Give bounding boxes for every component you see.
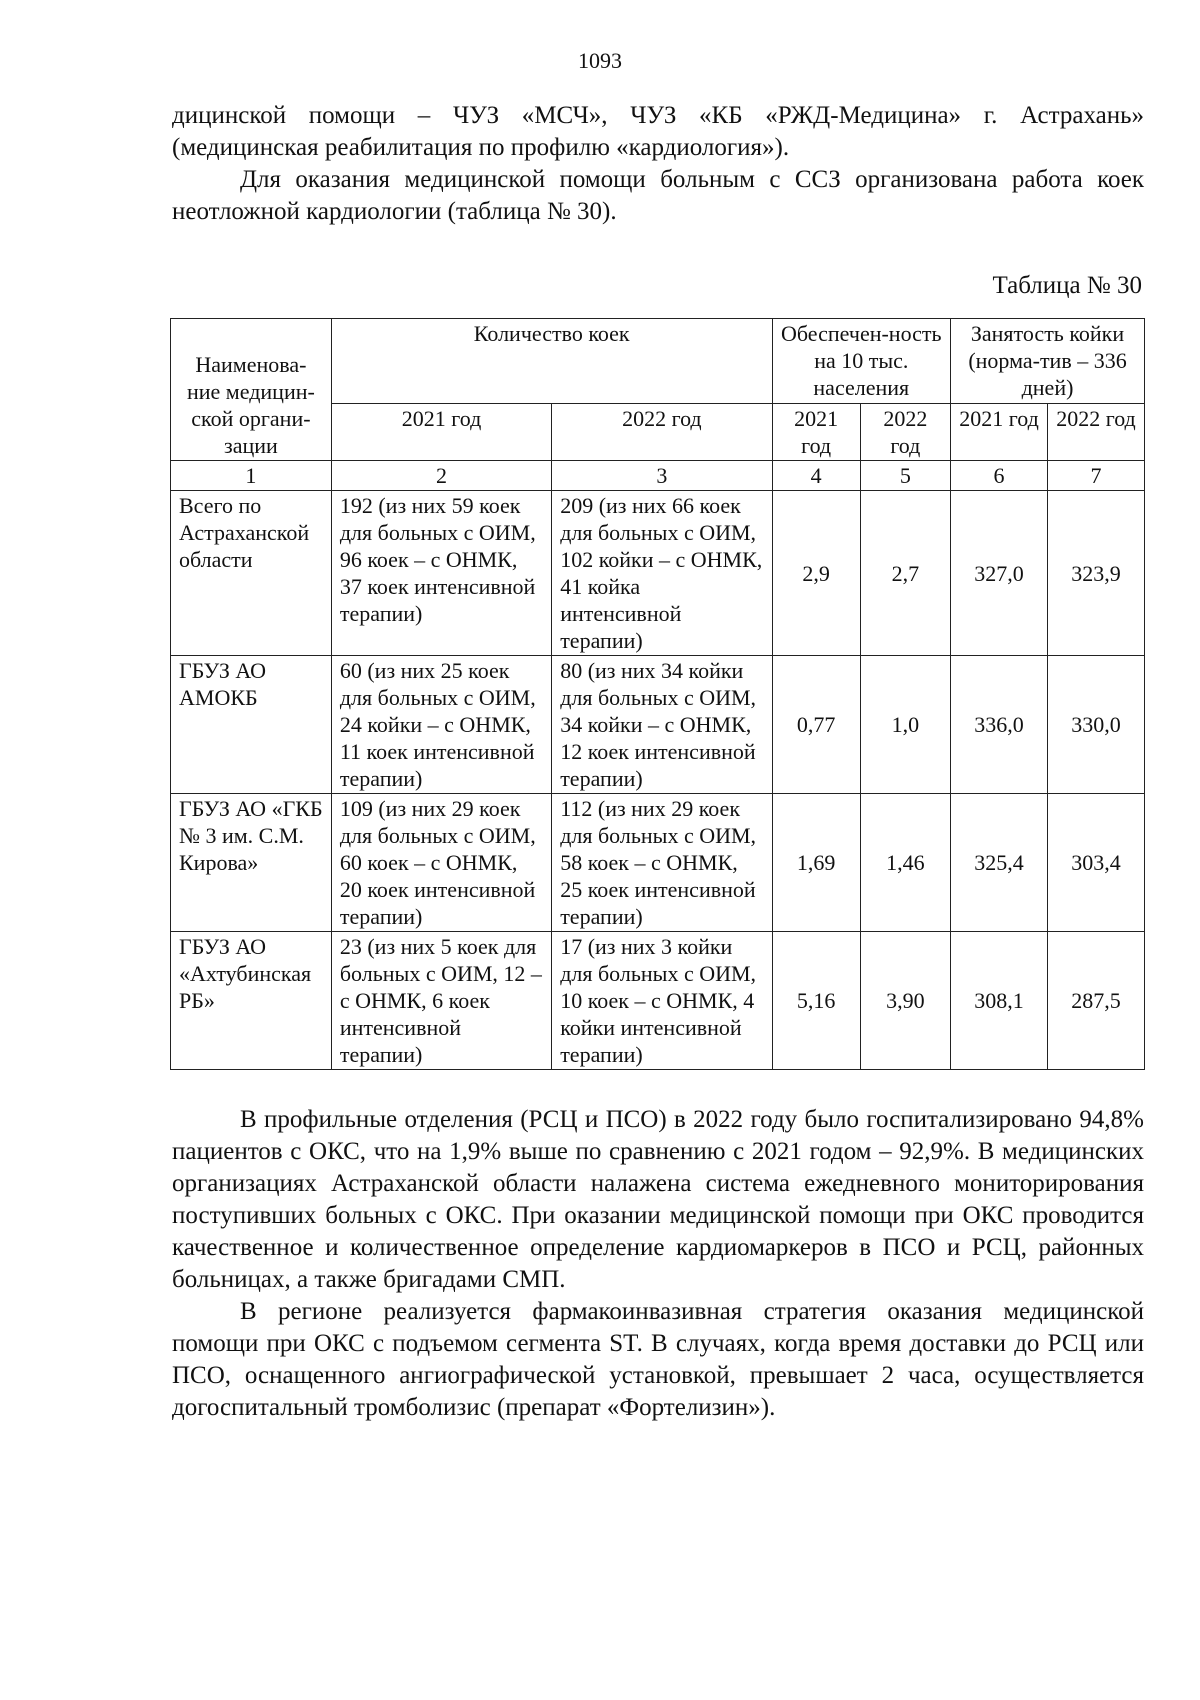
header-organization-name: Наименова-ние медицин-ской органи-зации bbox=[171, 319, 332, 461]
header-provision-2022: 2022 год bbox=[860, 403, 950, 460]
beds-2021: 109 (из них 29 коек для больных с ОИМ, 60 коек – с ОНМК, 20 коек интенсивной терапии) bbox=[331, 794, 551, 932]
occupancy-2022: 330,0 bbox=[1047, 656, 1144, 794]
column-number-row bbox=[171, 461, 1145, 491]
header-occupancy: Занятость койки (норма-тив – 336 дней) bbox=[951, 319, 1145, 404]
provision-2021: 5,16 bbox=[772, 932, 860, 1070]
provision-2022: 3,90 bbox=[860, 932, 950, 1070]
provision-2021: 2,9 bbox=[772, 491, 860, 656]
paragraph-text: В профильные отделения (РСЦ и ПСО) в 2022 году было госпитализировано 94,8% пациентов с ОКС, что на 1,9% выше по сравнению с 2021 годом – 92,9%. В медицинских организациях Астраханской области налажена система ежедневного мониторирования поступивших больных с ОКС. При оказании медицинской помощи при ОКС проводится качественное и количественное определение кардиомаркеров в ПСО и РСЦ, районных больницах, а также бригадами СМП. bbox=[172, 1106, 1144, 1293]
beds-table bbox=[170, 318, 1145, 1070]
table-row bbox=[171, 794, 1145, 932]
occupancy-2022: 287,5 bbox=[1047, 932, 1144, 1070]
organization-name: ГБУЗ АО «Ахтубинская РБ» bbox=[171, 932, 332, 1070]
provision-2021: 0,77 bbox=[772, 656, 860, 794]
column-number: 3 bbox=[552, 461, 772, 491]
column-number: 2 bbox=[331, 461, 551, 491]
header-beds-count: Количество коек bbox=[331, 319, 772, 404]
beds-2021: 60 (из них 25 коек для больных с ОИМ, 24 койки – с ОНМК, 11 коек интенсивной терапии) bbox=[331, 656, 551, 794]
paragraph-text: дицинской помощи – ЧУЗ «МСЧ», ЧУЗ «КБ «РЖД-Медицина» г. Астрахань» (медицинская реабилитация по профилю «кардиология»). bbox=[172, 102, 1144, 161]
occupancy-2021: 327,0 bbox=[951, 491, 1048, 656]
occupancy-2021: 308,1 bbox=[951, 932, 1048, 1070]
organization-name: ГБУЗ АО «ГКБ № 3 им. С.М. Кирова» bbox=[171, 794, 332, 932]
header-beds-2022: 2022 год bbox=[552, 403, 772, 460]
column-number: 6 bbox=[951, 461, 1048, 491]
organization-name: ГБУЗ АО АМОКБ bbox=[171, 656, 332, 794]
provision-2021: 1,69 bbox=[772, 794, 860, 932]
beds-2022: 17 (из них 3 койки для больных с ОИМ, 10 коек – с ОНМК, 4 койки интенсивной терапии) bbox=[552, 932, 772, 1070]
column-number: 1 bbox=[171, 461, 332, 491]
table-row bbox=[171, 656, 1145, 794]
table-header-row bbox=[171, 319, 1145, 404]
header-occupancy-2022: 2022 год bbox=[1047, 403, 1144, 460]
table-row bbox=[171, 932, 1145, 1070]
beds-2022: 80 (из них 34 койки для больных с ОИМ, 34 койки – с ОНМК, 12 коек интенсивной терапии) bbox=[552, 656, 772, 794]
beds-2021: 23 (из них 5 коек для больных с ОИМ, 12 – с ОНМК, 6 коек интенсивной терапии) bbox=[331, 932, 551, 1070]
table-row bbox=[171, 491, 1145, 656]
table-caption: Таблица № 30 bbox=[992, 272, 1142, 299]
header-provision: Обеспечен-ность на 10 тыс. населения bbox=[772, 319, 950, 404]
paragraph-text: Для оказания медицинской помощи больным с ССЗ организована работа коек неотложной кардиологии (таблица № 30). bbox=[172, 166, 1144, 225]
provision-2022: 1,46 bbox=[860, 794, 950, 932]
beds-2022: 112 (из них 29 коек для больных с ОИМ, 58 коек – с ОНМК, 25 коек интенсивной терапии) bbox=[552, 794, 772, 932]
beds-2022: 209 (из них 66 коек для больных с ОИМ, 102 койки – с ОНМК, 41 койка интенсивной терапии) bbox=[552, 491, 772, 656]
paragraph-intro-table bbox=[172, 164, 1144, 228]
header-provision-2021: 2021 год bbox=[772, 403, 860, 460]
occupancy-2021: 325,4 bbox=[951, 794, 1048, 932]
occupancy-2022: 303,4 bbox=[1047, 794, 1144, 932]
column-number: 4 bbox=[772, 461, 860, 491]
paragraph-strategy bbox=[172, 1296, 1144, 1424]
paragraph-hospitalization bbox=[172, 1104, 1144, 1296]
column-number: 5 bbox=[860, 461, 950, 491]
paragraph-continuation bbox=[172, 100, 1144, 164]
beds-2021: 192 (из них 59 коек для больных с ОИМ, 96 коек – с ОНМК, 37 коек интенсивной терапии) bbox=[331, 491, 551, 656]
header-occupancy-2021: 2021 год bbox=[951, 403, 1048, 460]
occupancy-2021: 336,0 bbox=[951, 656, 1048, 794]
column-number: 7 bbox=[1047, 461, 1144, 491]
occupancy-2022: 323,9 bbox=[1047, 491, 1144, 656]
organization-name: Всего по Астраханской области bbox=[171, 491, 332, 656]
paragraph-text: В регионе реализуется фармакоинвазивная стратегия оказания медицинской помощи при ОКС с подъемом сегмента ST. В случаях, когда время доставки до РСЦ или ПСО, оснащенного ангиографической установкой, превышает 2 часа, осуществляется догоспитальный тромболизис (препарат «Фортелизин»). bbox=[172, 1298, 1144, 1421]
provision-2022: 2,7 bbox=[860, 491, 950, 656]
page-number: 1093 bbox=[578, 48, 622, 73]
header-beds-2021: 2021 год bbox=[331, 403, 551, 460]
provision-2022: 1,0 bbox=[860, 656, 950, 794]
